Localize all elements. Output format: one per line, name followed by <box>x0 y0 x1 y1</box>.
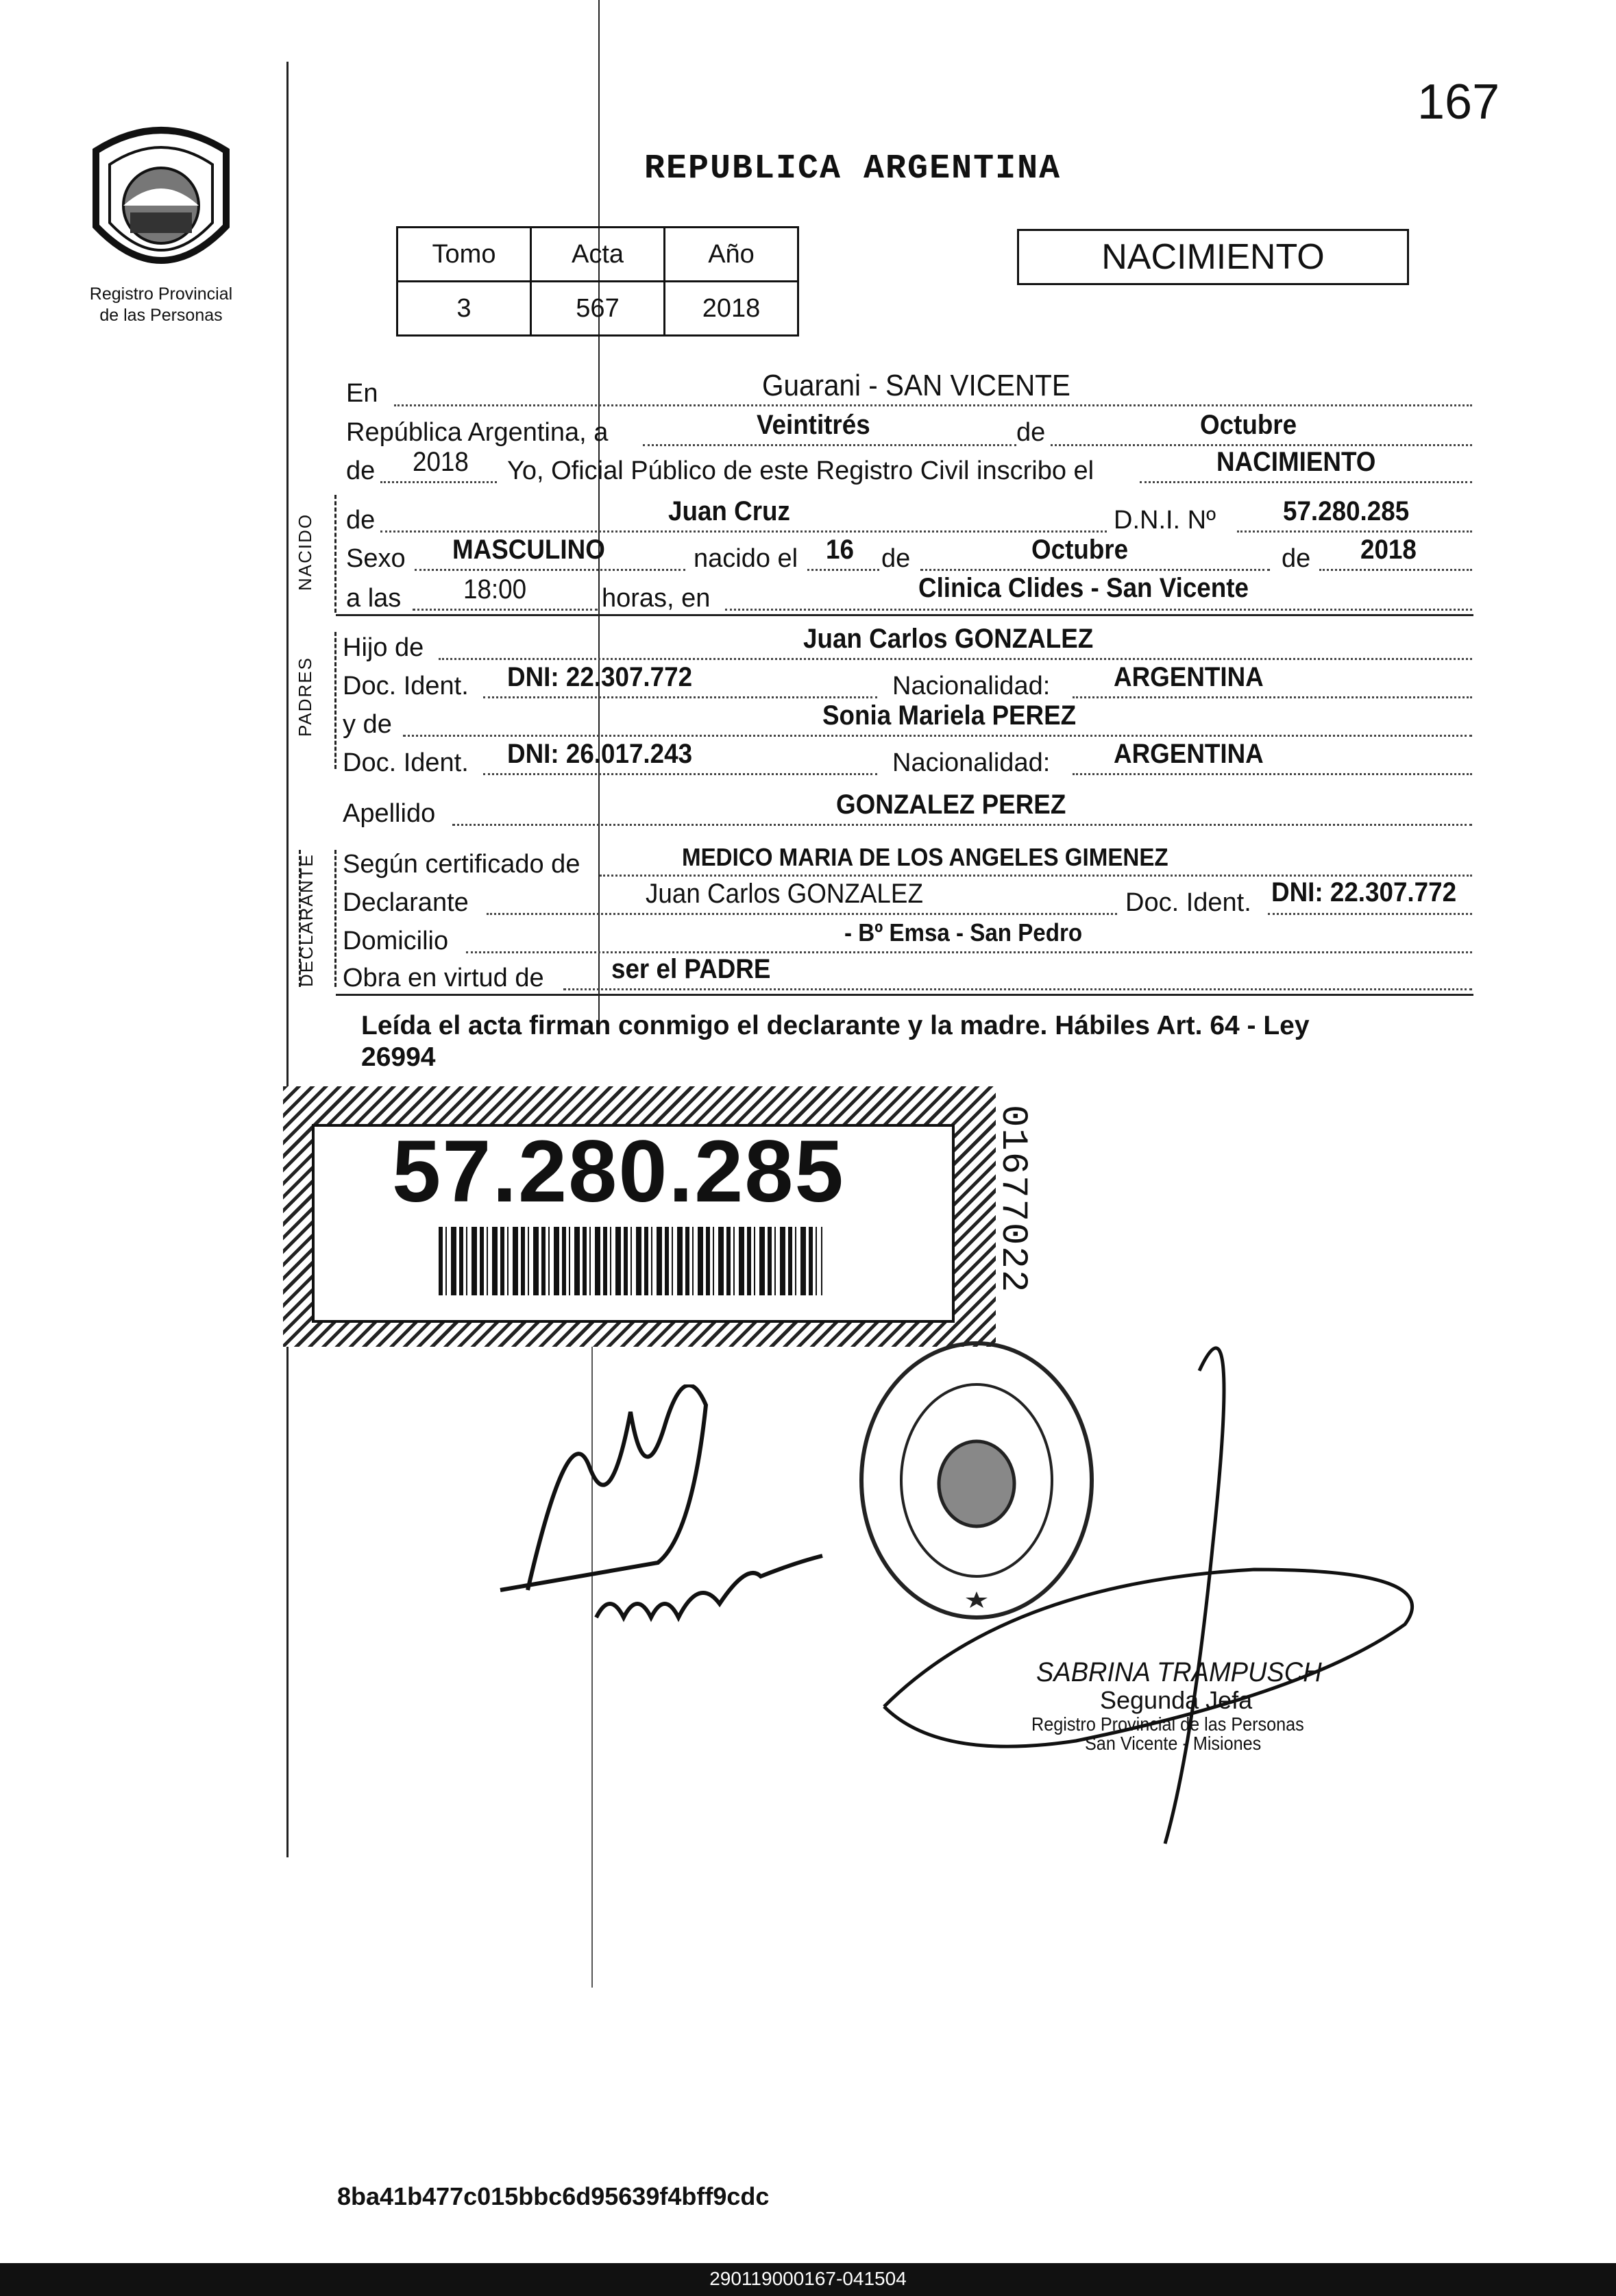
label-yo-oficial: Yo, Oficial Público de este Registro Civil inscribo el <box>507 456 1094 485</box>
value-padre-nac: ARGENTINA <box>1114 662 1264 692</box>
dotline <box>380 530 1107 533</box>
dotline <box>1073 696 1472 698</box>
signature-icon <box>870 1268 1487 1851</box>
dotline <box>920 569 1270 571</box>
section-declarante: DECLARANTE <box>296 853 317 987</box>
label-doc-ident-decl: Doc. Ident. <box>1125 888 1251 917</box>
dotline <box>1140 481 1472 483</box>
value-padre: Juan Carlos GONZALEZ <box>803 624 1094 654</box>
dotline <box>439 658 1472 660</box>
sticker-side-code: 01677022 <box>992 1105 1033 1294</box>
logo-caption <box>75 284 247 326</box>
label-doc-ident-2: Doc. Ident. <box>343 748 469 777</box>
tomo-header: Tomo <box>397 228 531 282</box>
record-type-box: NACIMIENTO <box>1017 229 1409 285</box>
official-location: San Vicente - Misiones <box>1085 1733 1262 1754</box>
dotline <box>452 824 1472 826</box>
value-dni: 57.280.285 <box>1283 496 1410 526</box>
value-anio: 2018 <box>413 447 469 477</box>
dotline <box>483 696 877 698</box>
dotline <box>1073 773 1472 775</box>
dotline <box>1319 569 1472 571</box>
label-y-de: y de <box>343 710 392 739</box>
document-title: REPUBLICA ARGENTINA <box>644 149 1062 188</box>
value-lugar-nac: Clinica Clides - San Vicente <box>918 573 1249 603</box>
dotline <box>1268 913 1472 915</box>
label-segun-certificado: Según certificado de <box>343 850 580 879</box>
value-madre: Sonia Mariela PEREZ <box>822 700 1077 731</box>
section-rule <box>336 994 1473 996</box>
document-hash: 8ba41b477c015bbc6d95639f4bff9cdc <box>337 2182 770 2210</box>
label-de: de <box>1016 418 1046 447</box>
dotline <box>413 609 598 611</box>
section-nacido: NACIDO <box>295 513 315 591</box>
label-de-mes: de <box>881 544 911 573</box>
label-de-year: de <box>346 456 376 485</box>
value-obra: ser el PADRE <box>611 954 771 984</box>
fold-line <box>598 0 600 1028</box>
dotline <box>1237 530 1472 533</box>
value-sexo: MASCULINO <box>452 535 605 565</box>
value-anio-nac: 2018 <box>1360 535 1417 565</box>
value-madre-doc: DNI: 26.017.243 <box>507 739 693 769</box>
registry-logo <box>82 123 240 281</box>
logo-caption-line2: de las Personas <box>99 306 223 325</box>
dotline <box>380 481 497 483</box>
signature-note-line2: 26994 <box>361 1042 436 1072</box>
value-mes: Octubre <box>1200 410 1297 440</box>
value-dia-nac: 16 <box>826 535 854 565</box>
dotline <box>466 951 1472 953</box>
anio-header: Año <box>665 228 798 282</box>
dotline <box>487 913 1117 915</box>
page-number: 167 <box>1417 75 1500 130</box>
label-nacido-el: nacido el <box>694 544 798 573</box>
value-certificado: MEDICO MARIA DE LOS ANGELES GIMENEZ <box>682 843 1168 871</box>
section-divider <box>334 495 339 613</box>
label-republica: República Argentina, a <box>346 418 609 447</box>
left-margin-line <box>286 62 289 1857</box>
dotline <box>483 773 877 775</box>
logo-caption-line1: Registro Provincial <box>89 284 233 304</box>
acta-header: Acta <box>531 228 665 282</box>
label-doc-ident-1: Doc. Ident. <box>343 672 469 700</box>
bottom-bar-code: 290119000167-041504 <box>709 2268 907 2289</box>
label-apellido: Apellido <box>343 799 436 828</box>
value-acto: NACIMIENTO <box>1216 447 1376 477</box>
section-divider <box>334 632 339 769</box>
dotline <box>415 569 685 571</box>
dotline <box>394 404 1472 406</box>
value-padre-doc: DNI: 22.307.772 <box>507 662 693 692</box>
section-rule <box>336 614 1473 616</box>
value-declarante: Juan Carlos GONZALEZ <box>646 879 923 909</box>
value-lugar: Guarani - SAN VICENTE <box>762 369 1070 402</box>
value-domicilio: - Bº Emsa - San Pedro <box>844 918 1083 947</box>
label-a-las: a las <box>346 584 402 613</box>
section-padres: PADRES <box>295 657 315 737</box>
label-en: En <box>346 379 378 408</box>
section-divider <box>334 850 339 987</box>
record-table <box>396 226 799 337</box>
signature-icon <box>487 1384 870 1645</box>
official-role: Segunda Jefa <box>1100 1686 1253 1714</box>
anio-value: 2018 <box>665 282 798 336</box>
value-apellido: GONZALEZ PEREZ <box>836 790 1066 820</box>
sticker-dni-number: 57.280.285 <box>392 1123 845 1221</box>
official-office: Registro Provincial de las Personas <box>1031 1713 1304 1735</box>
label-domicilio: Domicilio <box>343 927 449 955</box>
value-declarante-doc: DNI: 22.307.772 <box>1271 877 1457 907</box>
official-name: SABRINA TRAMPUSCH <box>1036 1657 1322 1687</box>
value-nombre: Juan Cruz <box>668 496 790 526</box>
seal-icon <box>82 123 240 281</box>
label-sexo: Sexo <box>346 544 406 573</box>
dotline <box>1051 444 1472 446</box>
label-horas-en: horas, en <box>602 584 711 613</box>
value-dia-texto: Veintitrés <box>757 410 870 440</box>
dotline <box>725 609 1472 611</box>
value-mes-nac: Octubre <box>1031 535 1129 565</box>
label-dni-no: D.N.I. Nº <box>1114 506 1216 535</box>
value-hora: 18:00 <box>463 574 527 604</box>
label-de-anio: de <box>1282 544 1311 573</box>
label-obra-en-virtud: Obra en virtud de <box>343 964 544 992</box>
label-nacionalidad-1: Nacionalidad: <box>892 672 1051 700</box>
label-hijo-de: Hijo de <box>343 633 424 662</box>
label-nacionalidad-2: Nacionalidad: <box>892 748 1051 777</box>
signature-note-line1: Leída el acta firman conmigo el declarante y la madre. Hábiles Art. 64 - Ley <box>361 1011 1310 1040</box>
dotline <box>600 875 1472 877</box>
signature-note <box>361 1010 1310 1073</box>
label-de-nombre: de <box>346 506 376 535</box>
official-signature <box>870 1268 1487 1851</box>
dotline <box>563 988 1472 990</box>
dotline <box>403 735 1472 737</box>
dotline <box>643 444 1016 446</box>
acta-value: 567 <box>531 282 665 336</box>
label-declarante: Declarante <box>343 888 469 917</box>
declarant-signature <box>487 1384 870 1645</box>
tomo-value: 3 <box>397 282 531 336</box>
value-madre-nac: ARGENTINA <box>1114 739 1264 769</box>
dotline <box>807 569 879 571</box>
barcode-icon <box>439 1227 822 1295</box>
